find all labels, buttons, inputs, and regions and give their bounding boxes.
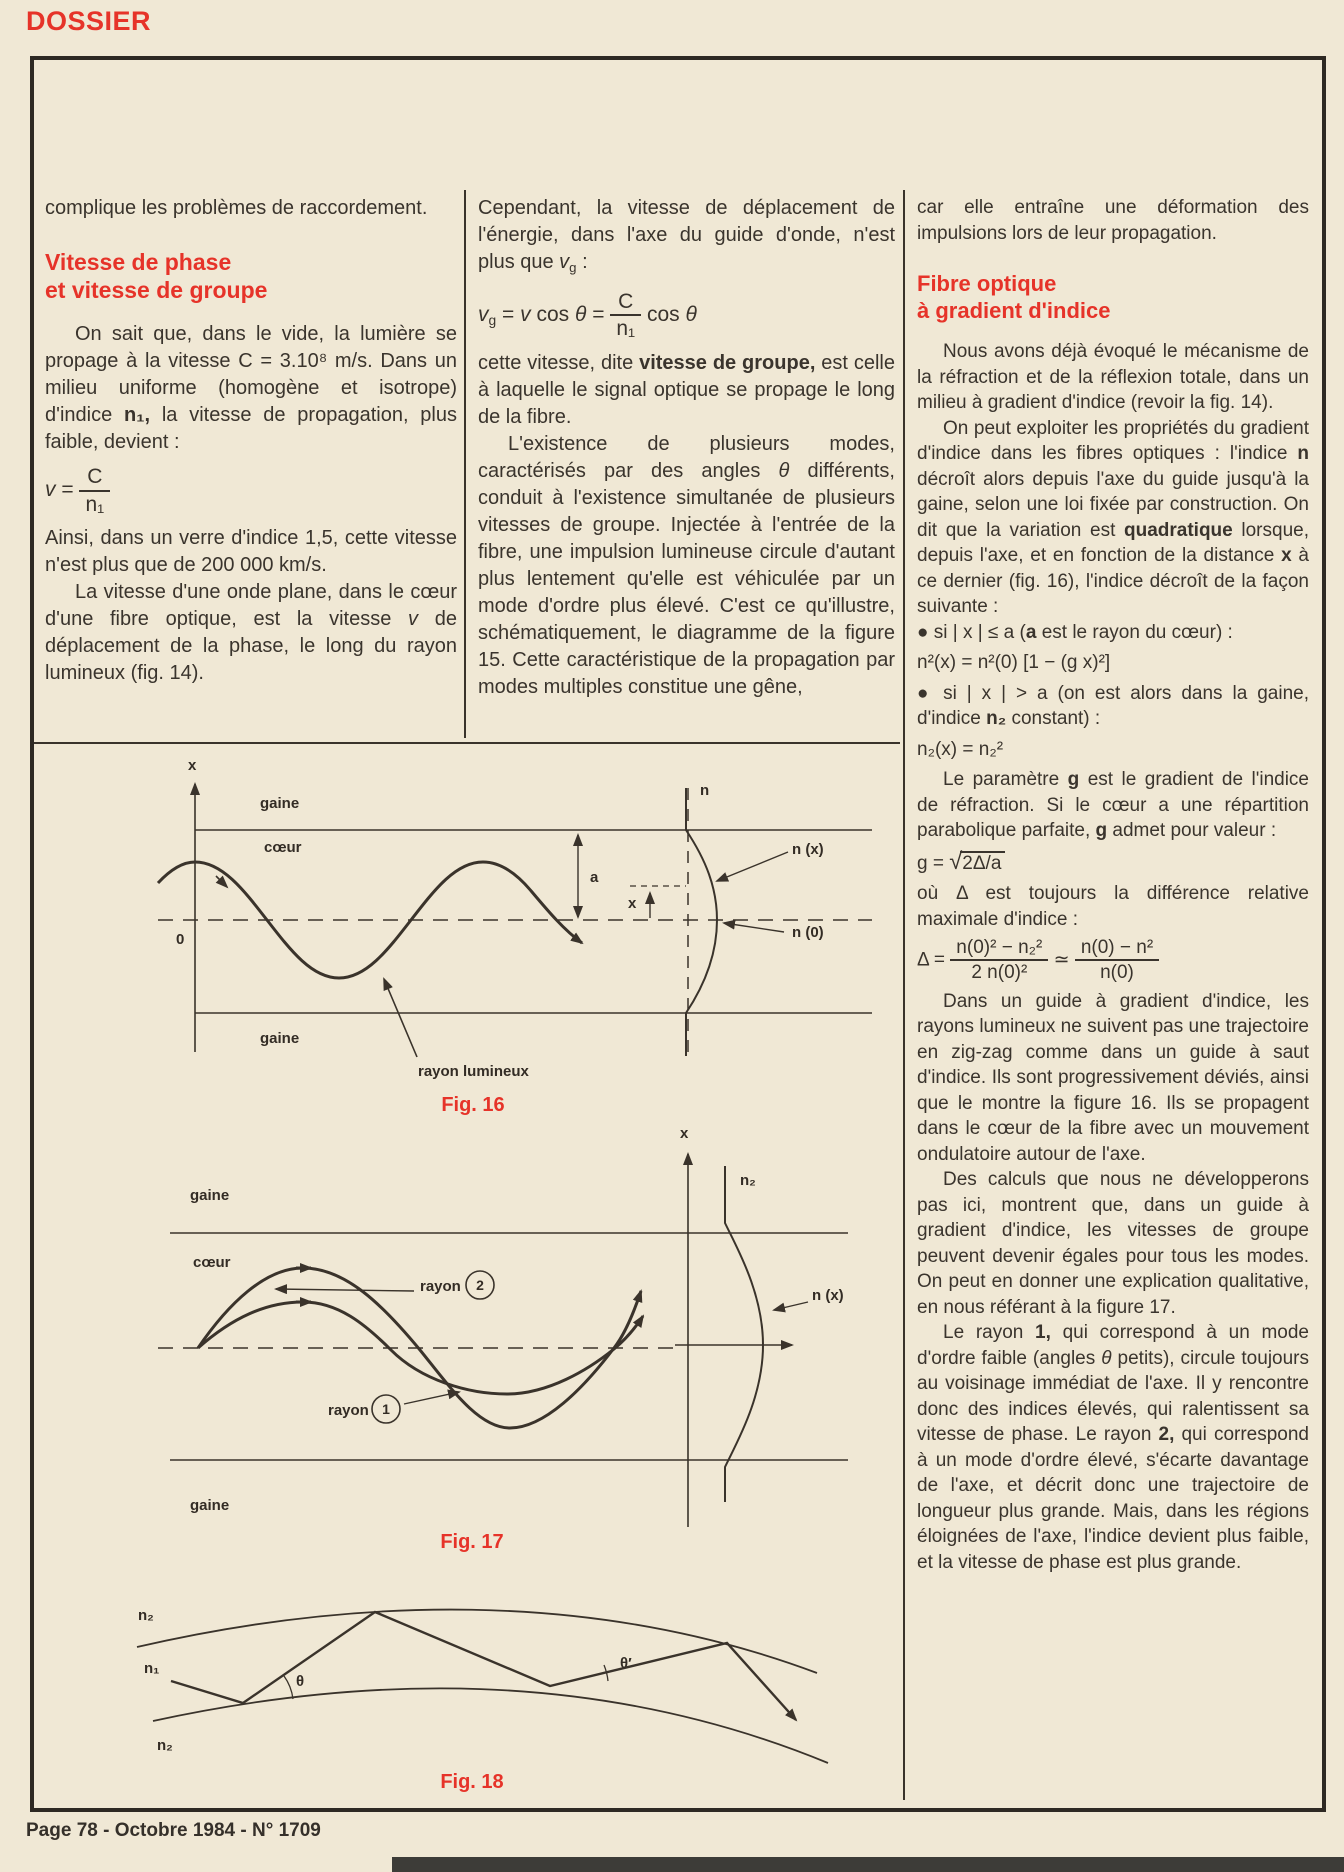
- fig17-ray2-annotation-arrow: [276, 1289, 414, 1291]
- paragraph: car elle entraîne une déformation des impulsions lors de leur propagation.: [917, 197, 1309, 244]
- formula-index-core: n²(x) = n²(0) [1 − (g x)²]: [917, 652, 1111, 673]
- paragraph: Nous avons déjà évoqué le mécanisme de la réfraction et de la réflexion totale, dans un milieu à gradient d'indice (revoir la fig. 14).: [917, 341, 1309, 413]
- fig18-n1-label: n₁: [144, 1660, 160, 1677]
- fig16-x-small-label: x: [628, 895, 637, 912]
- paragraph: cette vitesse, dite vitesse de groupe, est celle à laquelle le signal optique se propage le long de la fibre.: [478, 351, 895, 428]
- page-footer: Page 78 - Octobre 1984 - N° 1709: [26, 1820, 321, 1841]
- formula-group-velocity: $v_g = v$ cos θ = $\frac{C}{\text{n₁}}$ cos θ: [478, 289, 697, 341]
- fig16-index-profile-curve: [686, 788, 717, 1056]
- fig16-zero-label: 0: [176, 931, 185, 948]
- fig17-rayon1-number: 1: [382, 1401, 390, 1417]
- fig18-theta-angle-arc: [284, 1676, 293, 1699]
- figure-caption-18: Fig. 18: [440, 1771, 504, 1793]
- figure-16-labels: [176, 757, 824, 1116]
- column-1: [45, 195, 457, 741]
- fig18-zigzag-ray: [171, 1612, 796, 1720]
- fig18-theta-label: θ: [296, 1673, 305, 1690]
- page-section-tag: DOSSIER: [26, 6, 152, 36]
- paragraph: On peut exploiter les propriétés du gradient d'indice dans les fibres optiques : l'indice n décroît alors depuis l'axe du guide jusqu'à la gaine, selon une loi fixée par construction. On dit que la variation est quadratique lorsque, depuis l'axe, et en fonction de la distance x à ce dernier (fig. 16), l'indice décroît de la façon suivante :: [917, 417, 1309, 617]
- bullet-item: ● si | x | > a (on est alors dans la gaine, d'indice n₂ constant) :: [917, 682, 1309, 729]
- figure-17-diagram: [158, 1154, 848, 1527]
- fig17-rayon2-label: rayon: [420, 1278, 461, 1295]
- fig17-gaine-top-label: gaine: [190, 1187, 230, 1204]
- formula-phase-velocity: v = $\frac{C}{\text{n₁}}$: [45, 465, 457, 516]
- figure-17-labels: [190, 1125, 844, 1553]
- paragraph: Cependant, la vitesse de déplacement de l'énergie, dans l'axe du guide d'onde, n'est plus que $v_g$ :: [478, 197, 895, 275]
- fig18-top-boundary: [137, 1610, 817, 1673]
- fig18-bottom-boundary: [153, 1688, 828, 1763]
- formula-gradient: g = √2Δ/a: [917, 849, 1309, 877]
- figure-18-diagram: [137, 1610, 828, 1763]
- fig17-rayon2-number: 2: [476, 1277, 484, 1293]
- fig17-n2-label: n₂: [740, 1172, 756, 1189]
- column-3: [917, 195, 1309, 1805]
- figure-caption-16: Fig. 16: [441, 1094, 505, 1116]
- paragraph: complique les problèmes de raccordement.: [45, 197, 428, 219]
- fig16-rayon-lumineux-label: rayon lumineux: [418, 1063, 529, 1080]
- fig16-nx-label: n (x): [792, 841, 824, 858]
- paragraph: où Δ est toujours la différence relative maximale d'indice :: [917, 883, 1309, 930]
- column-divider-1: [464, 190, 466, 738]
- fig17-x-axis-label: x: [680, 1125, 689, 1142]
- fig16-nx-annotation-arrow: [717, 852, 788, 881]
- fig18-n2-bottom-label: n₂: [157, 1737, 173, 1754]
- figures-panel: [30, 742, 905, 1810]
- figure-18-labels: [138, 1607, 632, 1793]
- section-heading-vitesse: Vitesse de phase et vitesse de groupe: [45, 249, 268, 303]
- column-2: [478, 195, 895, 741]
- scan-edge-strip: [392, 1857, 1344, 1872]
- fig16-n-label: n: [700, 782, 710, 799]
- fig16-coeur-label: cœur: [264, 839, 302, 856]
- paragraph: On sait que, dans le vide, la lumière se propage à la vitesse C = 3.10⁸ m/s. Dans un milieu uniforme (homogène et isotrope) d'indice n₁, la vitesse de propagation, plus faible, devient :: [45, 323, 457, 453]
- fig18-n2-top-label: n₂: [138, 1607, 154, 1624]
- section-heading-fibre-optique: Fibre optique à gradient d'indice: [917, 271, 1111, 323]
- fig16-n0-annotation-arrow: [724, 923, 784, 932]
- fig17-nx-annotation-arrow: [774, 1302, 808, 1310]
- fig16-gaine-bottom-label: gaine: [260, 1030, 300, 1047]
- fig16-ray-annotation-arrow: [384, 979, 417, 1057]
- paragraph: Dans un guide à gradient d'indice, les rayons lumineux ne suivent pas une trajectoire en zig-zag comme dans un guide à saut d'indice. Ils sont progressivement déviés, ainsi que le montre la figure 16. Ils se propagent dans le cœur de la fibre avec un mouvement ondulatoire autour de l'axe.: [917, 990, 1309, 1165]
- figure-16-diagram: [158, 784, 872, 1057]
- fig17-index-profile-curve: [725, 1166, 763, 1502]
- formula-delta: Δ = $\frac{\text{n(0)² − n₂²}}{\text{2 n(0)²}}$ ≃ $\frac{\text{n(0) − n²}}{n(0)}$: [917, 937, 1309, 984]
- fig16-gaine-top-label: gaine: [260, 795, 300, 812]
- paragraph: La vitesse d'une onde plane, dans le cœur d'une fibre optique, est la vitesse v de déplacement de la phase, le long du rayon lumineux (fig. 14).: [45, 581, 457, 685]
- paragraph: Des calculs que nous ne développerons pas ici, montrent que, dans un guide à gradient d'indice, les vitesses de groupe peuvent devenir égales pour tous les modes. On peut en donner une explication qualitative, en nous référant à la figure 17.: [917, 1169, 1309, 1318]
- bullet-item: ● si | x | ≤ a (a est le rayon du cœur) :: [917, 621, 1233, 643]
- paragraph: Le paramètre g est le gradient de l'indice de réfraction. Si le cœur a une répartition parabolique parfaite, g admet pour valeur :: [917, 769, 1309, 841]
- fig17-gaine-bottom-label: gaine: [190, 1497, 230, 1514]
- fig16-x-axis-label: x: [188, 757, 197, 774]
- figure-caption-17: Fig. 17: [440, 1531, 504, 1553]
- fig16-a-label: a: [590, 869, 599, 886]
- fig17-rayon1-label: rayon: [328, 1402, 369, 1419]
- fig17-ray1-annotation-arrow: [404, 1392, 459, 1404]
- fig18-theta-prime-label: θ′: [620, 1655, 632, 1672]
- radical-sign: √: [949, 847, 963, 875]
- fig17-coeur-label: cœur: [193, 1254, 231, 1271]
- paragraph: Ainsi, dans un verre d'indice 1,5, cette vitesse n'est plus que de 200 000 km/s.: [45, 527, 457, 577]
- paragraph: L'existence de plusieurs modes, caractérisés par des angles θ différents, conduit à l'existence simultanée de plusieurs vitesses de groupe. Injectée à l'entrée de la fibre, une impulsion lumineuse circule d'autant plus lentement qu'elle est véhiculée par un mode d'ordre plus élevé. C'est ce qu'illustre, schématiquement, le diagramme de la figure 15. Cette caractéristique de la propagation par modes multiples constitue une gêne,: [478, 432, 895, 698]
- fig16-wave-direction-arrow: [216, 876, 227, 887]
- formula-index-cladding: n₂(x) = n₂²: [917, 738, 1004, 760]
- paragraph: Le rayon 1, qui correspond à un mode d'ordre faible (angles θ petits), circule toujours au voisinage immédiat de l'axe. Il y rencontre donc des indices élevés, qui ralentissent sa vitesse de phase. Le rayon 2, qui correspond à un mode d'ordre élevé, s'écarte davantage de l'axe, et décrit donc une trajectoire de longueur plus grande. Mais, dans les régions éloignées de l'axe, l'indice devient plus faible, et la vitesse de phase est plus grande.: [917, 1322, 1309, 1573]
- fig16-n0-label: n (0): [792, 924, 824, 941]
- fig17-nx-label: n (x): [812, 1287, 844, 1304]
